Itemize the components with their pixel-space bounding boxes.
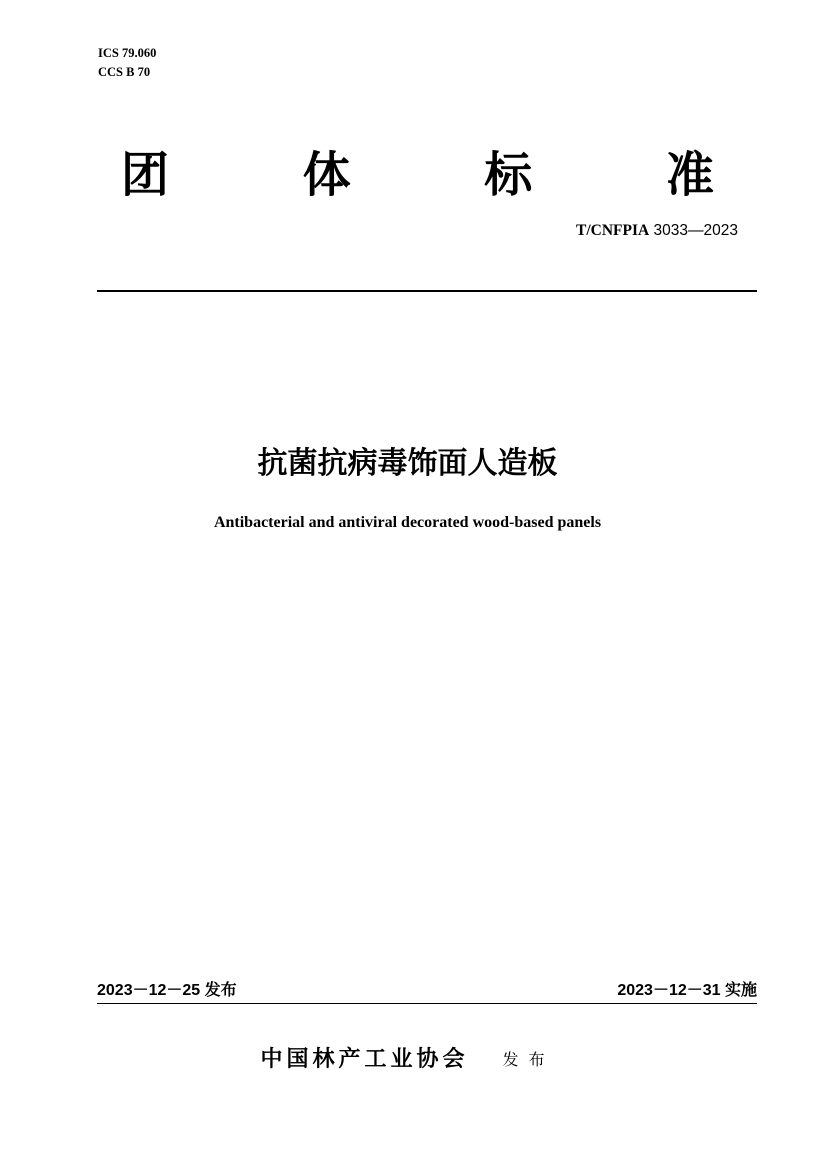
title-chinese: 抗菌抗病毒饰面人造板 (257, 446, 558, 481)
publisher-suffix: 发布 (502, 1050, 555, 1069)
bottom-divider (97, 1003, 757, 1004)
document-type-heading (110, 140, 725, 210)
ics-code: ICS 79.060 (98, 46, 157, 60)
doc-type-char: 标 (484, 147, 533, 203)
standard-prefix: T/CNFPIA (576, 222, 650, 239)
standard-code: 3033—2023 (649, 222, 738, 239)
publish-date: 2023－12－25 发布 (97, 982, 237, 999)
top-divider (97, 290, 757, 292)
publisher-name: 中国林产工业协会 (260, 1047, 469, 1072)
title-english: Antibacterial and antiviral decorated wood-based panels (213, 514, 602, 531)
standard-number (576, 222, 738, 240)
publisher-line (0, 1044, 815, 1076)
effective-date: 2023－12－31 实施 (617, 982, 757, 999)
doc-type-char: 团 (120, 147, 169, 203)
ccs-code: CCS B 70 (98, 65, 151, 79)
doc-type-char: 体 (302, 147, 351, 203)
classification-codes (98, 44, 156, 82)
doc-type-char: 准 (665, 147, 714, 203)
